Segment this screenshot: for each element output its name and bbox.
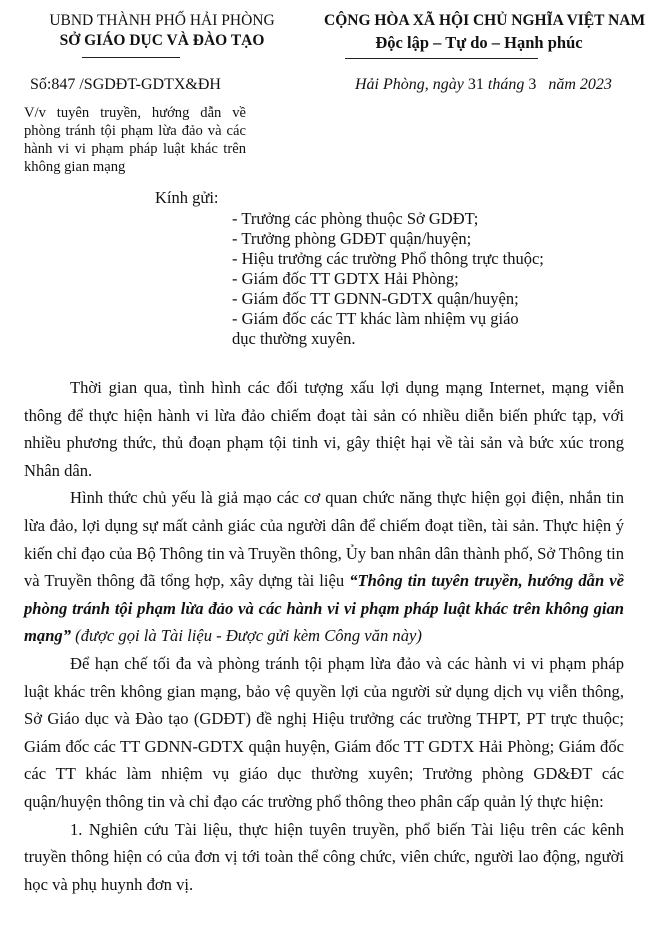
- attachment-note: (được gọi là Tài liệu - Được gửi kèm Công văn này): [71, 626, 422, 646]
- document-title-quote: “Thông tin tuyên truyền, hướng dẫn về phòng tránh tội phạm lừa đảo và các hành vi vi phạm pháp luật khác trên không gian mạng”: [24, 571, 624, 646]
- document-body: [24, 374, 624, 898]
- motto-underline: [345, 58, 538, 59]
- issuing-department: SỞ GIÁO DỤC VÀ ĐÀO TẠO: [59, 32, 265, 49]
- recipient-item: - Trưởng phòng GDĐT quận/huyện;: [232, 229, 472, 248]
- recipients-label: Kính gửi:: [155, 188, 219, 207]
- document-number: Số:847 /SGDĐT-GDTX&ĐH: [30, 76, 221, 93]
- paragraph-request: Để hạn chế tối đa và phòng tránh tội phạm lừa đảo và các hành vi vi phạm pháp luật khác trên không gian mạng, bảo vệ quyền lợi của người sử dụng dịch vụ viễn thông, Sở Giáo dục và Đào tạo (GDĐT) đề nghị Hiệu trưởng các trường THPT, PT trực thuộc; Giám đốc các TT GDNN-GDTX quận huyện, Giám đốc TT GDTX Hải Phòng; Giám đốc các TT khác làm nhiệm vụ giáo dục thường xuyên; Trưởng phòng GD&ĐT các quận/huyện thông tin và chỉ đạo các trường phổ thông theo phân cấp quản lý thực hiện:: [24, 653, 624, 811]
- department-underline: [82, 57, 180, 58]
- paragraph-methods: [24, 484, 624, 650]
- national-motto: Độc lập – Tự do – Hạnh phúc: [375, 33, 583, 52]
- document-subject: V/v tuyên truyền, hướng dẫn về phòng tránh tội phạm lừa đảo và các hành vi vi phạm pháp luật khác trên không gian mạng: [24, 105, 246, 175]
- paragraph-situation: Thời gian qua, tình hình các đối tượng xấu lợi dụng mạng Internet, mạng viễn thông để thực hiện hành vi lừa đảo chiếm đoạt tài sản có nhiều diễn biến phức tạp, với nhiều phương thức, thủ đoạn phạm tội tinh vi, gây thiệt hại về tài sản và bức xúc trong Nhân dân.: [24, 378, 624, 480]
- recipient-item: - Giám đốc TT GDTX Hải Phòng;: [232, 269, 459, 288]
- document-date: [355, 76, 612, 94]
- recipient-item: - Giám đốc TT GDNN-GDTX quận/huyện;: [232, 289, 519, 308]
- date-day: 31: [467, 76, 484, 93]
- national-title: CỘNG HÒA XÃ HỘI CHỦ NGHĨA VIỆT NAM: [324, 12, 646, 29]
- date-place: Hải Phòng, ngày: [355, 76, 468, 93]
- date-month-label: tháng: [483, 76, 529, 93]
- recipient-item: - Hiệu trưởng các trường Phổ thông trực thuộc;: [232, 249, 544, 268]
- issuing-authority: UBND THÀNH PHỐ HẢI PHÒNG: [49, 12, 275, 29]
- paragraph-task-1: 1. Nghiên cứu Tài liệu, thực hiện tuyên truyền, phổ biến Tài liệu trên các kênh truyền thông hiện có của đơn vị tới toàn thể công chức, viên chức, người lao động, người học và phụ huynh đơn vị.: [24, 819, 624, 894]
- recipients-list: [232, 209, 612, 349]
- paragraph-methods-text: Hình thức chủ yếu là giả mạo các cơ quan chức năng thực hiện gọi điện, nhắn tin lừa đảo, lợi dụng sự mất cảnh giác của người dân để chiếm đoạt tiền, tài sản. Thực hiện ý kiến chỉ đạo của Bộ Thông tin và Truyền thông, Ủy ban nhân dân thành phố, Sở Thông tin và Truyền thông đã tổng hợp, xây dựng tài liệu: [24, 488, 624, 591]
- date-month: 3: [528, 76, 537, 93]
- date-year: năm 2023: [536, 76, 612, 93]
- recipient-item: - Trưởng các phòng thuộc Sở GDĐT;: [232, 209, 479, 228]
- recipient-item: - Giám đốc các TT khác làm nhiệm vụ giáo dục thường xuyên.: [232, 309, 519, 348]
